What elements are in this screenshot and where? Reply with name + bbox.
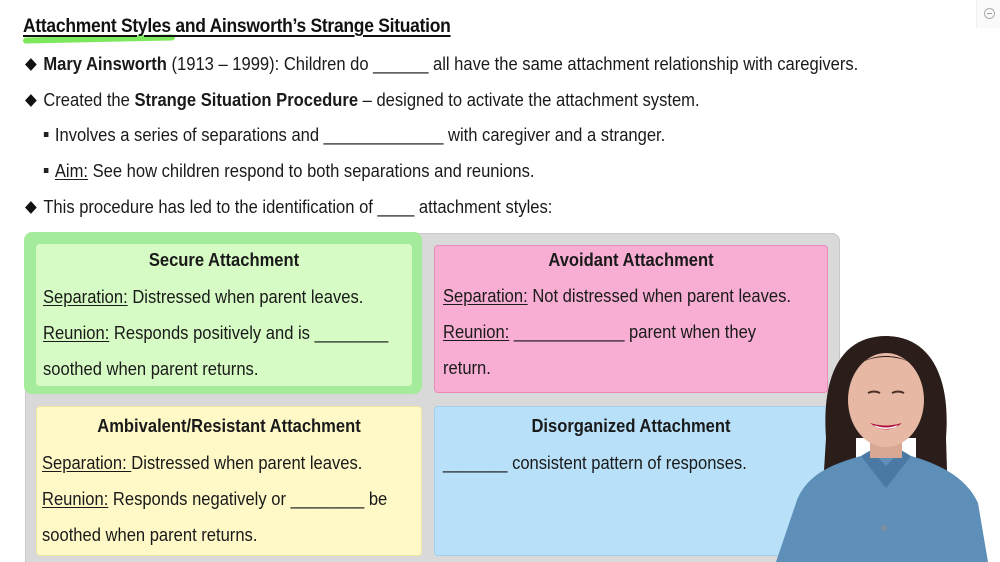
subbullet-aim: [42, 161, 535, 182]
reunion-text: ____________ parent when they: [509, 322, 757, 342]
card-title: Ambivalent/Resistant Attachment: [97, 416, 361, 436]
diamond-bullet-icon: [25, 94, 37, 107]
minimize-control[interactable]: [976, 0, 1000, 28]
slide-title: Attachment Styles and Ainsworth’s Strange Situation: [23, 16, 451, 37]
separation-text: Distressed when parent leaves.: [127, 287, 364, 307]
disorganized-text: _______ consistent pattern of responses.: [443, 453, 747, 473]
aim-label: Aim:: [54, 161, 88, 181]
bullet-text: This procedure has led to the identification of ____ attachment styles:: [43, 197, 553, 217]
presenter-video: [766, 328, 1000, 562]
separation-line: [42, 453, 362, 474]
separation-label: Separation:: [43, 287, 128, 307]
square-bullet-icon: [44, 132, 49, 137]
reunion-line: [43, 323, 388, 344]
reunion-label: Reunion:: [42, 489, 109, 509]
separation-line: [443, 286, 791, 307]
continuation-line: soothed when parent returns.: [43, 359, 259, 379]
bullet-ainsworth: [24, 54, 858, 75]
card-title: Secure Attachment: [148, 250, 300, 270]
separation-line: [43, 287, 363, 308]
reunion-text: Responds negatively or ________ be: [108, 489, 388, 509]
separation-text: Not distressed when parent leaves.: [527, 286, 791, 306]
minimize-circle-icon: [984, 8, 995, 19]
subbullet-separations: [42, 125, 665, 146]
card-secure-inner: [36, 244, 412, 386]
card-ambivalent-attachment: [36, 406, 422, 556]
card-title: Avoidant Attachment: [548, 250, 714, 270]
separation-text: Distressed when parent leaves.: [131, 453, 363, 473]
diamond-bullet-icon: [25, 58, 37, 71]
reunion-text: Responds positively and is ________: [109, 323, 389, 343]
square-bullet-icon: [44, 168, 49, 173]
diamond-bullet-icon: [25, 201, 37, 214]
card-title: Disorganized Attachment: [531, 416, 731, 436]
bullet-text: (1913 – 1999): Children do ______ all have the same attachment relationship with caregivers.: [166, 54, 859, 74]
bullet-identification: [24, 197, 552, 218]
bullet-bold-lead: Mary Ainsworth: [43, 54, 167, 74]
continuation-line: return.: [443, 358, 491, 378]
reunion-label: Reunion:: [443, 322, 510, 342]
separation-label: Separation:: [443, 286, 528, 306]
reunion-line: [443, 322, 756, 343]
bullet-strange-situation: [24, 90, 700, 111]
bullet-text: Involves a series of separations and _____________ with caregiver and a stranger.: [54, 125, 666, 145]
reunion-label: Reunion:: [43, 323, 110, 343]
card-secure-attachment: [24, 232, 422, 394]
reunion-line: [42, 489, 387, 510]
bullet-text: – designed to activate the attachment system.: [358, 90, 700, 110]
bullet-prefix: Created the: [43, 90, 135, 110]
bullet-bold-lead: Strange Situation Procedure: [134, 90, 359, 110]
separation-label: Separation:: [42, 453, 132, 473]
bullet-text: See how children respond to both separations and reunions.: [88, 161, 535, 181]
continuation-line: soothed when parent returns.: [42, 525, 258, 545]
